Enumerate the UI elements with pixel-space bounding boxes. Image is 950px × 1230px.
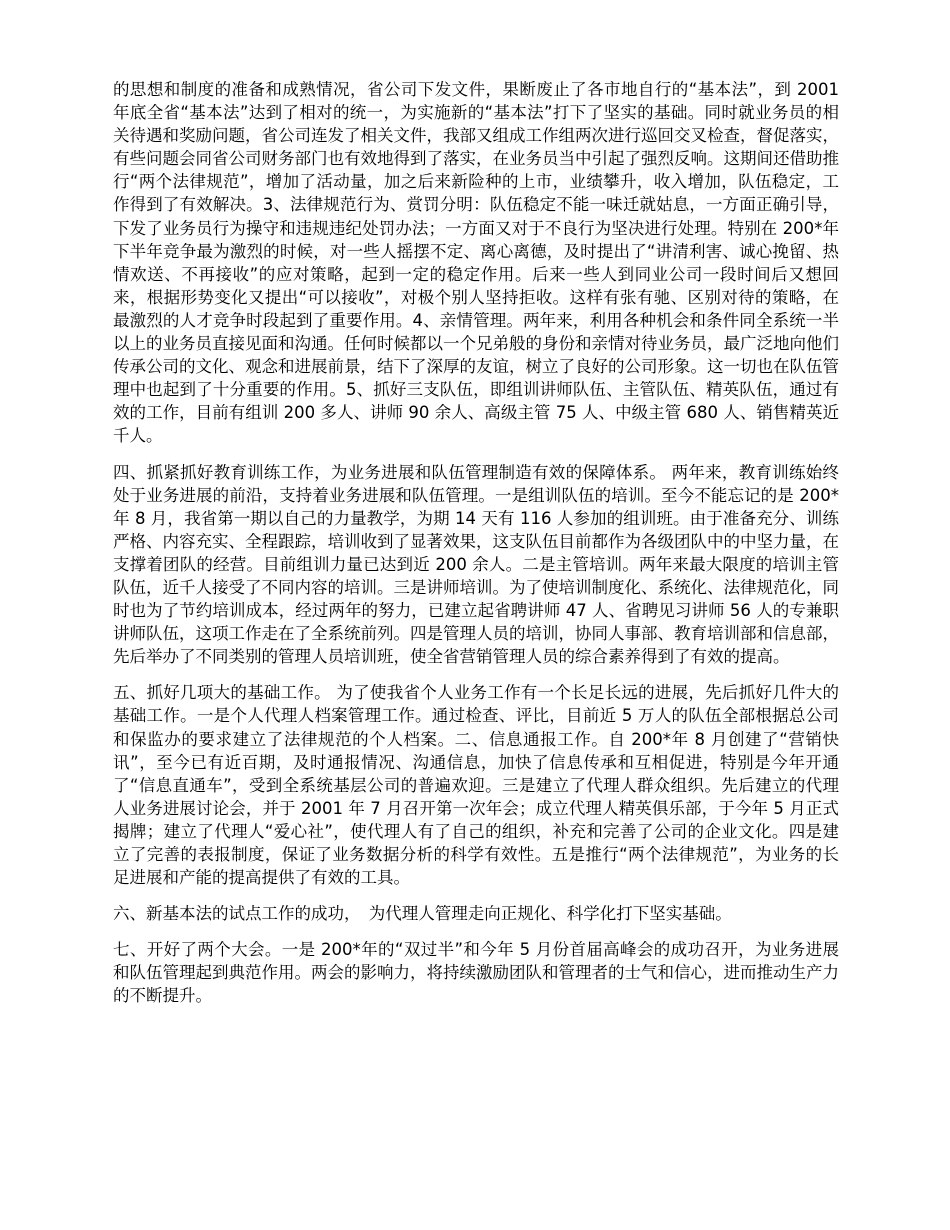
paragraph-section-four: 四、抓紧抓好教育训练工作，为业务进展和队伍管理制造有效的保障体系。 两年来，教育训练始终处于业务进展的前沿，支持着业务进展和队伍管理。一是组训队伍的培训。至今不能忘记的是 200*年 8 月，我省第一期以自己的力量教学，为期 14 天有 116 人参加的组训班。由于准备充分、训练严格、内容充实、全程跟踪，培训收到了显著效果，这支队伍目前都作为各级团队中的中坚力量，在支撑着团队的经营。目前组训力量已达到近 200 余人。二是主管培训。两年来最大限度的培训主管队伍，近千人接受了不同内容的培训。三是讲师培训。为了使培训制度化、系统化、法律规范化，同时也为了节约培训成本，经过两年的努力，已建立起省聘讲师 47 人、省聘见习讲师 56 人的专兼职讲师队伍，这项工作走在了全系统前列。四是管理人员的培训，协同人事部、教育培训部和信息部，先后举办了不同类别的管理人员培训班，使全省营销管理人员的综合素养得到了有效的提高。 (113, 462, 839, 667)
document-page (113, 78, 839, 1021)
paragraph-section-five: 五、抓好几项大的基础工作。 为了使我省个人业务工作有一个长足长远的进展，先后抓好几件大的基础工作。一是个人代理人档案管理工作。通过检查、评比，目前近 5 万人的队伍全部根据总公司和保监办的要求建立了法律规范的个人档案。二、信息通报工作。自 200*年 8 月创建了“营销快讯”，至今已有近百期，及时通报情况、沟通信息，加快了信息传承和互相促进，特别是今年开通了“信息直通车”，受到全系统基层公司的普遍欢迎。三是建立了代理人群众组织。先后建立的代理人业务进展讨论会，并于 2001 年 7 月召开第一次年会；成立代理人精英俱乐部，于今年 5 月正式揭牌；建立了代理人“爱心社”，使代理人有了自己的组织，补充和完善了公司的企业文化。四是建立了完善的表报制度，保证了业务数据分析的科学有效性。五是推行“两个法律规范”，为业务的长足进展和产能的提高提供了有效的工具。 (113, 683, 839, 888)
paragraph-section-six: 六、新基本法的试点工作的成功， 为代理人管理走向正规化、科学化打下坚实基础。 (113, 904, 732, 924)
paragraph-continuation: 的思想和制度的准备和成熟情况，省公司下发文件，果断废止了各市地自行的“基本法”，到 2001 年底全省“基本法”达到了相对的统一，为实施新的“基本法”打下了坚实的基础。同时就业务员的相关待遇和奖励问题，省公司连发了相关文件，我部又组成工作组两次进行巡回交叉检查，督促落实，有些问题会同省公司财务部门也有效地得到了落实，在业务员当中引起了强烈反响。这期间还借助推行“两个法律规范”，增加了活动量，加之后来新险种的上市，业绩攀升，收入增加，队伍稳定，工作得到了有效解决。3、法律规范行为、赏罚分明：队伍稳定不能一味迁就姑息，一方面正确引导，下发了业务员行为操守和违规违纪处罚办法；一方面又对于不良行为坚决进行处理。特别在 200*年下半年竞争最为激烈的时候，对一些人摇摆不定、离心离德，及时提出了“讲清利害、诚心挽留、热情欢送、不再接收”的应对策略，起到一定的稳定作用。后来一些人到同业公司一段时间后又想回来，根据形势变化又提出“可以接收”，对极个别人坚持拒收。这样有张有驰、区别对待的策略，在最激烈的人才竞争时段起到了重要作用。4、亲情管理。两年来，利用各种机会和条件同全系统一半以上的业务员直接见面和沟通。任何时候都以一个兄弟般的身份和亲情对待业务员，最广泛地向他们传承公司的文化、观念和进展前景，结下了深厚的友谊，树立了良好的公司形象。这一切也在队伍管理中也起到了十分重要的作用。5、抓好三支队伍，即组训讲师队伍、主管队伍、精英队伍，通过有效的工作，目前有组训 200 多人、讲师 90 余人、高级主管 75 人、中级主管 680 人、销售精英近千人。 (113, 80, 839, 446)
paragraph-section-seven: 七、开好了两个大会。一是 200*年的“双过半”和今年 5 月份首届高峰会的成功召开，为业务进展和队伍管理起到典范作用。两会的影响力，将持续激励团队和管理者的士气和信心，进而推动生产力的不断提升。 (113, 940, 839, 1006)
